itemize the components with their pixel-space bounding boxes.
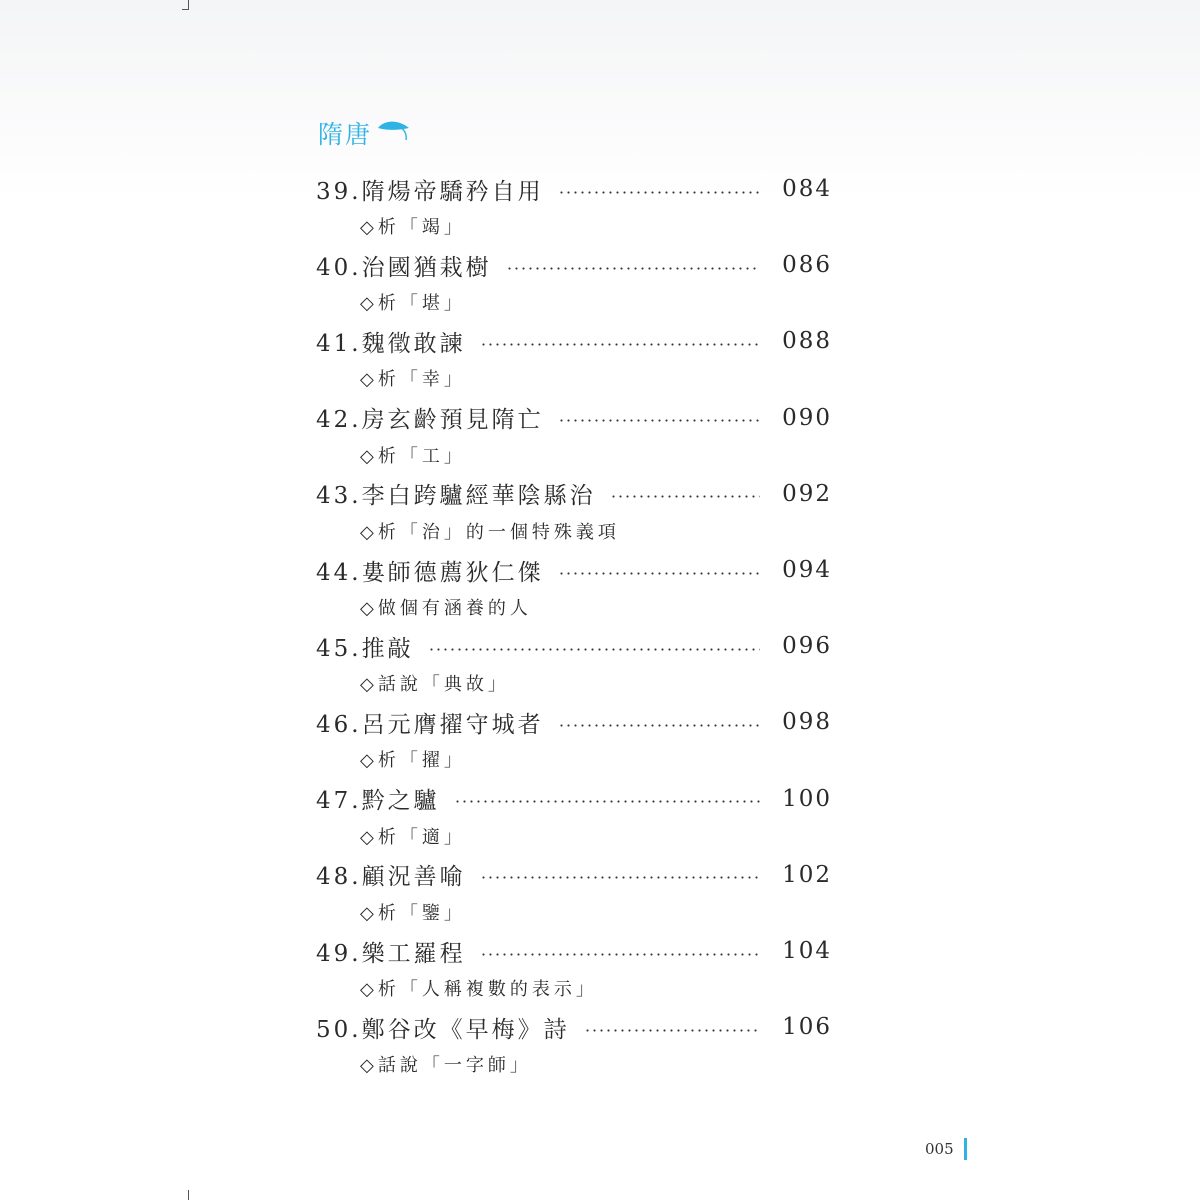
entry-page-number: 092 — [782, 480, 832, 507]
dot-leader — [610, 495, 761, 498]
dot-leader — [480, 343, 761, 346]
entry-page-number: 090 — [782, 404, 832, 431]
entry-subtopic: ◇析「適」 — [360, 826, 466, 848]
dot-leader — [558, 191, 761, 194]
entry-page-number: 102 — [782, 861, 832, 888]
entry-subtopic: ◇做個有涵養的人 — [360, 598, 532, 619]
section-title: 隋唐 — [318, 120, 373, 149]
entry-page-number: 096 — [782, 633, 832, 660]
entry-page-number: 098 — [782, 709, 832, 736]
entry-page-number: 084 — [782, 176, 832, 202]
entry-title: 46.呂元膺擢守城者 — [316, 711, 544, 738]
entry-title: 43.李白跨驢經華陰縣治 — [316, 483, 596, 510]
dot-leader — [558, 724, 761, 727]
entry-subtopic: ◇析「幸」 — [360, 369, 466, 391]
entry-title: 48.顧況善喻 — [316, 864, 466, 891]
toc-entry — [316, 401, 832, 435]
entry-page-number: 104 — [782, 938, 832, 964]
entry-page-number: 106 — [782, 1014, 832, 1041]
toc-entry — [316, 705, 832, 739]
toc-entry — [316, 629, 832, 663]
dot-leader — [428, 648, 761, 651]
entry-title: 40.治國猶栽樹 — [316, 254, 492, 281]
entry-page-number: 088 — [782, 328, 832, 355]
dot-leader — [454, 800, 761, 803]
entry-title: 49.樂工羅程 — [316, 940, 466, 967]
toc-entry — [316, 553, 832, 587]
dot-leader — [558, 572, 761, 575]
entry-subtopic: ◇析「人稱複數的表示」 — [360, 979, 598, 1000]
toc-entry — [316, 248, 832, 282]
page-folio — [925, 1136, 967, 1162]
entry-subtopic: ◇話說「典故」 — [360, 674, 510, 696]
toc-entry — [316, 1010, 832, 1044]
dot-leader — [506, 267, 761, 270]
entry-subtopic: ◇析「工」 — [360, 445, 466, 467]
toc-entry — [316, 782, 832, 816]
toc-entry — [316, 324, 832, 358]
dot-leader — [558, 419, 761, 422]
entry-page-number: 100 — [782, 785, 832, 812]
entry-title: 42.房玄齡預見隋亡 — [316, 407, 544, 434]
entry-subtopic: ◇析「堪」 — [360, 293, 466, 315]
toc-entry — [316, 934, 832, 968]
dot-leader — [584, 1029, 761, 1032]
folio-accent-bar — [964, 1138, 967, 1160]
entry-page-number: 086 — [782, 252, 832, 279]
toc-entry — [316, 172, 832, 206]
entry-subtopic: ◇析「擢」 — [360, 750, 466, 772]
entry-title: 41.魏徵敢諫 — [316, 330, 466, 357]
entry-title: 47.黔之驢 — [316, 788, 440, 815]
entry-page-number: 094 — [782, 557, 832, 583]
dot-leader — [480, 876, 761, 879]
dot-leader — [480, 953, 761, 956]
entry-title: 50.鄭谷改《早梅》詩 — [316, 1016, 570, 1043]
entry-subtopic: ◇析「治」的一個特殊義項 — [360, 521, 620, 543]
entry-subtopic: ◇話說「一字師」 — [360, 1055, 532, 1077]
entry-title: 39.隋煬帝驕矜自用 — [316, 178, 544, 205]
entry-subtopic: ◇析「鑒」 — [360, 902, 466, 924]
page-number: 005 — [925, 1140, 954, 1158]
entry-title: 44.婁師德薦狄仁傑 — [316, 559, 544, 586]
entry-title: 45.推敲 — [316, 635, 414, 662]
toc-entry — [316, 477, 832, 511]
toc-entry — [316, 858, 832, 892]
entry-subtopic: ◇析「竭」 — [360, 217, 466, 238]
